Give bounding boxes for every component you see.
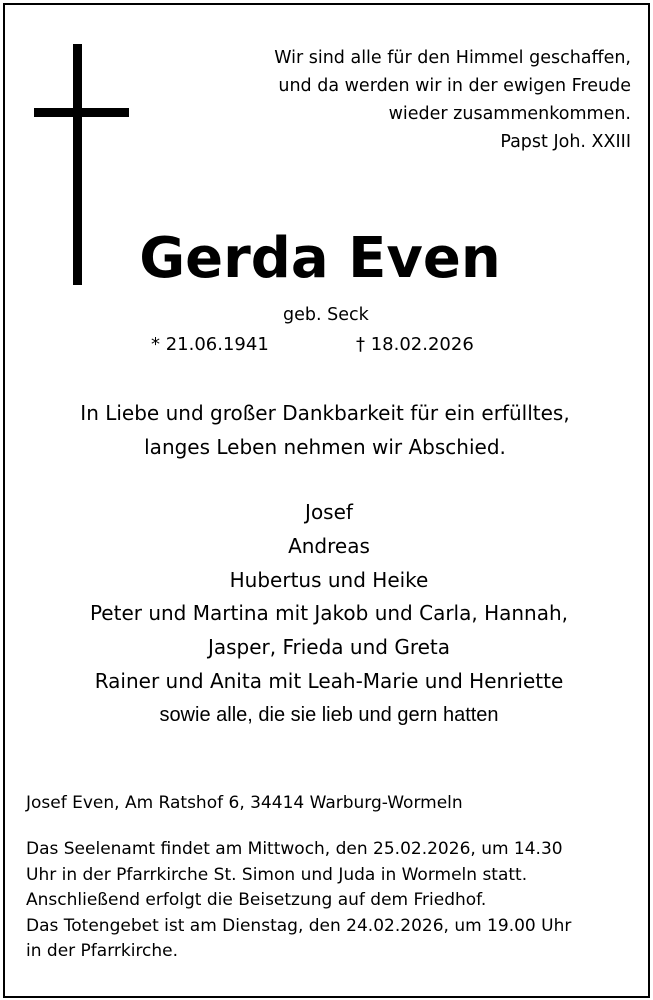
mourners-list <box>0 496 653 733</box>
family-address: Josef Even, Am Ratshof 6, 34414 Warburg-Wormeln <box>26 793 463 813</box>
cross-horizontal-bar <box>34 108 129 117</box>
quote-line: wieder zusammenkommen. <box>388 104 631 124</box>
service-line: Uhr in der Pfarrkirche St. Simon und Juda in Wormeln statt. <box>26 864 528 885</box>
quote-line: Wir sind alle für den Himmel geschaffen, <box>274 48 631 68</box>
mourner-line: Andreas <box>288 533 370 558</box>
quote-block <box>274 44 631 156</box>
farewell-line: langes Leben nehmen wir Abschied. <box>144 435 506 459</box>
farewell-text <box>0 396 650 464</box>
service-line: in der Pfarrkirche. <box>26 941 179 961</box>
mourner-line: Rainer und Anita mit Leah-Marie und Henriette <box>94 668 564 693</box>
birth-date: * 21.06.1941 <box>151 334 269 355</box>
mourner-line: Jasper, Frieda und Greta <box>207 635 451 660</box>
service-info <box>26 837 571 965</box>
deceased-name: Gerda Even <box>139 226 501 291</box>
farewell-line: In Liebe und großer Dankbarkeit für ein erfülltes, <box>80 401 570 425</box>
death-date: † 18.02.2026 <box>356 334 474 355</box>
quote-author: Papst Joh. XXIII <box>500 132 631 152</box>
service-line: Das Seelenamt findet am Mittwoch, den 25.02.2026, um 14.30 <box>26 839 563 859</box>
birth-name: geb. Seck <box>283 305 369 325</box>
mourner-line: Peter und Martina mit Jakob und Carla, Hannah, <box>89 601 569 626</box>
mourner-line: sowie alle, die sie lieb und gern hatten <box>159 703 499 726</box>
service-line: Anschließend erfolgt die Beisetzung auf dem Friedhof. <box>26 890 487 910</box>
mourner-line: Hubertus und Heike <box>229 567 429 592</box>
mourner-line: Josef <box>305 500 353 524</box>
service-line: Das Totengebet ist am Dienstag, den 24.02.2026, um 19.00 Uhr <box>26 915 572 936</box>
quote-line: und da werden wir in der ewigen Freude <box>278 76 631 96</box>
